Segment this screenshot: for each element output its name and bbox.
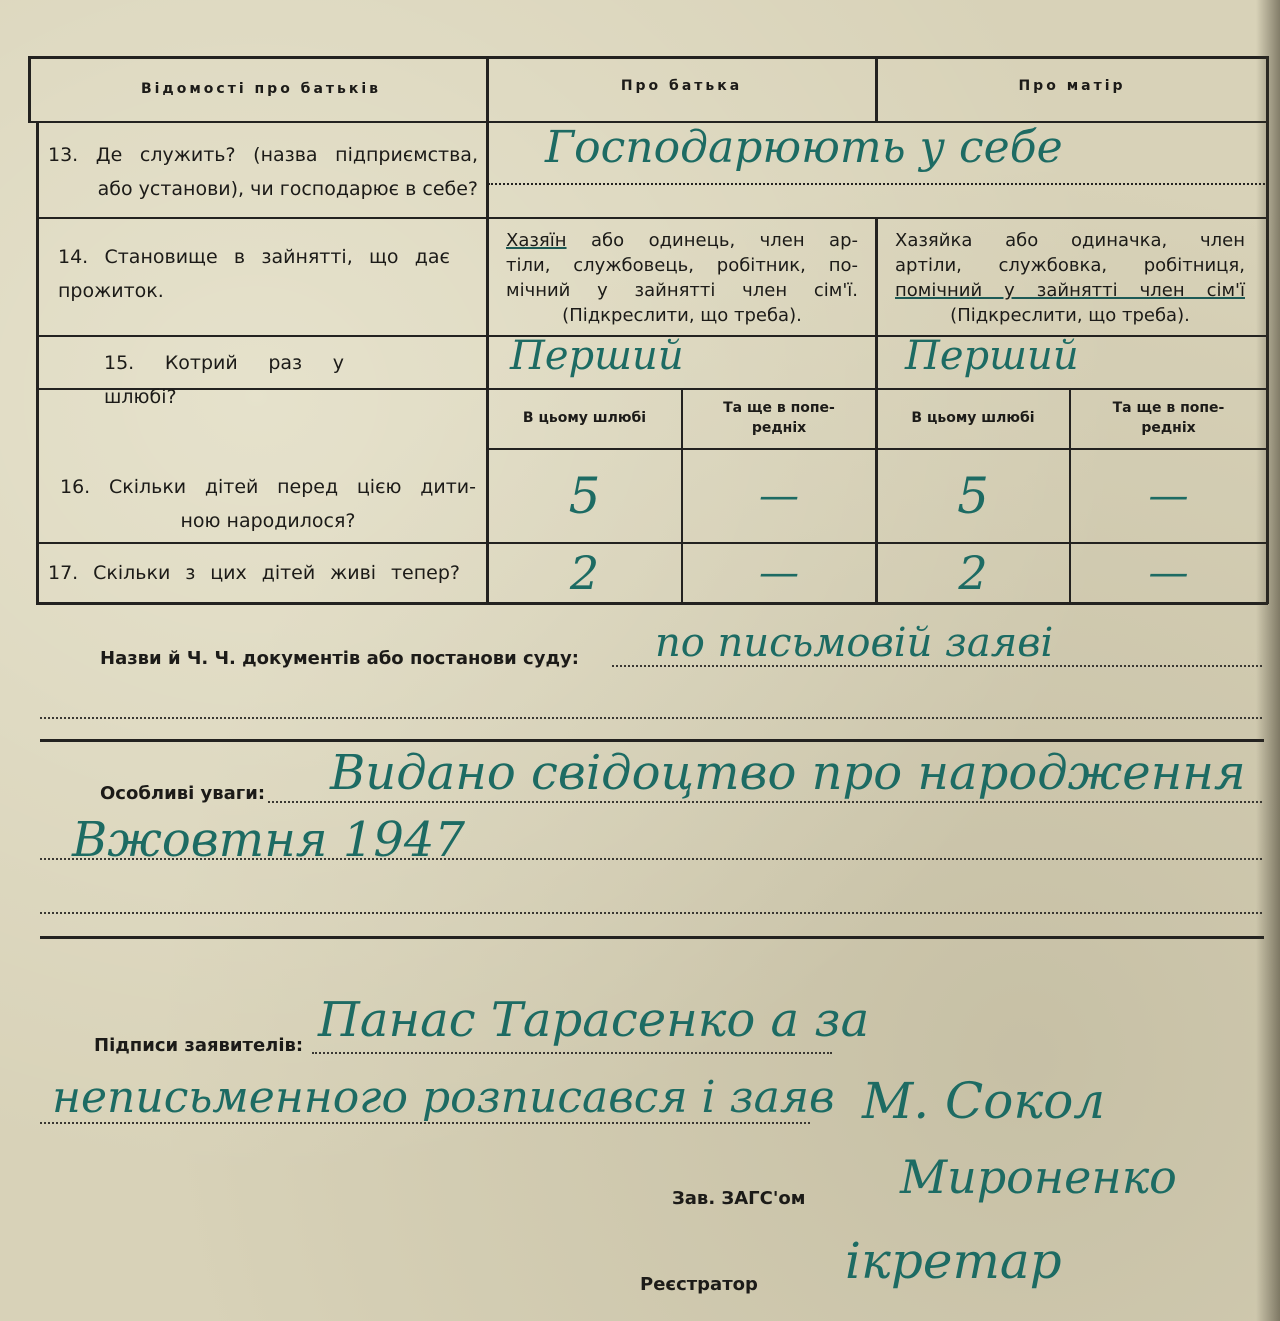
table-bottom-border [36, 602, 1268, 605]
remarks-handwritten-line1: Видано свідоцтво про народження [330, 745, 1246, 801]
row14-father-options [506, 228, 858, 328]
father-subheader-this-marriage: В цьому шлюбі [522, 410, 647, 426]
remarks-label: Особливі уваги: [100, 783, 266, 804]
documents-label: Назви й Ч. Ч. документів або постанови суду: [100, 648, 579, 669]
row17-mother-this: 2 [958, 546, 988, 600]
row14-mother-line1: Хазяйка або одиначка, член [895, 230, 1245, 251]
row15-father-value: Перший [510, 333, 684, 379]
mother-subheader-previous-line2: редніх [1141, 420, 1196, 436]
row13-handwritten-value: Господарюють у себе [545, 122, 1063, 173]
applicant-signature: М. Сокол [862, 1072, 1106, 1130]
mother-subheader-previous [1071, 392, 1266, 444]
row14-label-line1: 14. Становище в зайнятті, що дає [58, 246, 450, 268]
remarks-dotline-1 [268, 801, 1262, 803]
row16-mother-prev: — [1148, 473, 1189, 519]
row14-father-line2: тіли, службовець, робітник, по- [506, 255, 858, 276]
mother-subheader-previous-line1: Та ще в попе- [1112, 400, 1225, 416]
documents-handwritten-value: по письмовій заяві [655, 620, 1054, 666]
table-left-border-top [28, 56, 31, 122]
row16-father-prev: — [759, 473, 799, 519]
registrar-signature: ікретар [845, 1232, 1062, 1290]
documents-rule [40, 739, 1264, 742]
row17-mother-prev: — [1148, 550, 1189, 596]
head-of-registry-signature: Мироненко [900, 1150, 1177, 1204]
row17-label: 17. Скільки з цих дітей живі тепер? [48, 562, 460, 584]
mother-underlined-option: помічний у зайнятті член сім'ї [895, 280, 1245, 301]
row16-mother-this: 5 [957, 467, 989, 525]
remarks-rule [40, 936, 1264, 939]
father-subheader-previous-line2: редніх [751, 420, 807, 436]
row14-label-line2: прожиток. [58, 280, 164, 302]
registrar-label: Реєстратор [640, 1274, 758, 1295]
row15-mother-value: Перший [905, 333, 1079, 379]
row17-father-prev: — [759, 550, 799, 596]
signatures-dotline-1 [312, 1052, 832, 1054]
signatures-handwritten-line1: Панас Тарасенко а за [318, 992, 870, 1048]
row14-mother-line4: (Підкреслити, що треба). [950, 305, 1190, 326]
father-underlined-option: Хазяїн [506, 230, 567, 251]
signatures-label: Підписи заявителів: [94, 1035, 304, 1056]
table-left-border [36, 121, 39, 604]
row14-label [58, 240, 450, 308]
row14-father-line1 [506, 228, 858, 253]
header-about-mother: Про матір [1018, 77, 1126, 94]
signatures-handwritten-line2: неписьменного розписався і заяв [52, 1072, 835, 1123]
header-parents-info: Відомості про батьків [140, 81, 382, 97]
row16-label-line2: ною народилося? [180, 510, 356, 532]
remarks-handwritten-line2: Вжовтня 1947 [72, 812, 465, 868]
documents-dotline-2 [40, 717, 1262, 719]
father-subheader-previous-line1: Та ще в попе- [723, 400, 835, 416]
father-subheader-previous [683, 392, 875, 444]
row16-label-line1: 16. Скільки дітей перед цією дити- [60, 476, 476, 498]
mother-subheader-this-marriage: В цьому шлюбі [911, 410, 1035, 426]
row16-father-this: 5 [568, 467, 601, 525]
row14-father-line4: (Підкреслити, що треба). [562, 305, 802, 326]
remarks-dotline-2 [40, 858, 1262, 860]
row14-mother-options [895, 228, 1245, 328]
row13-label-line2: або установи), чи господарює в себе? [97, 178, 478, 200]
row16-label [60, 470, 476, 538]
page-edge-shadow [1256, 0, 1280, 1321]
father-line1-rest: або одинець, член ар- [566, 230, 858, 251]
row13-divider [36, 217, 1268, 219]
row13-label [48, 138, 478, 206]
remarks-dotline-3 [40, 912, 1262, 914]
row13-value-dotline [488, 183, 1268, 185]
header-about-father: Про батька [620, 77, 743, 94]
row15-label: 15. Котрий раз у шлюбі? [104, 352, 344, 408]
row14-mother-line2: артіли, службовка, робітниця, [895, 255, 1245, 276]
row17-father-this: 2 [569, 546, 600, 600]
row14-father-line3: мічний у зайнятті член сім'ї. [506, 280, 858, 301]
head-of-registry-label: Зав. ЗАГС'ом [672, 1188, 806, 1209]
row13-label-line1: 13. Де служить? (назва підприємства, [48, 144, 478, 166]
